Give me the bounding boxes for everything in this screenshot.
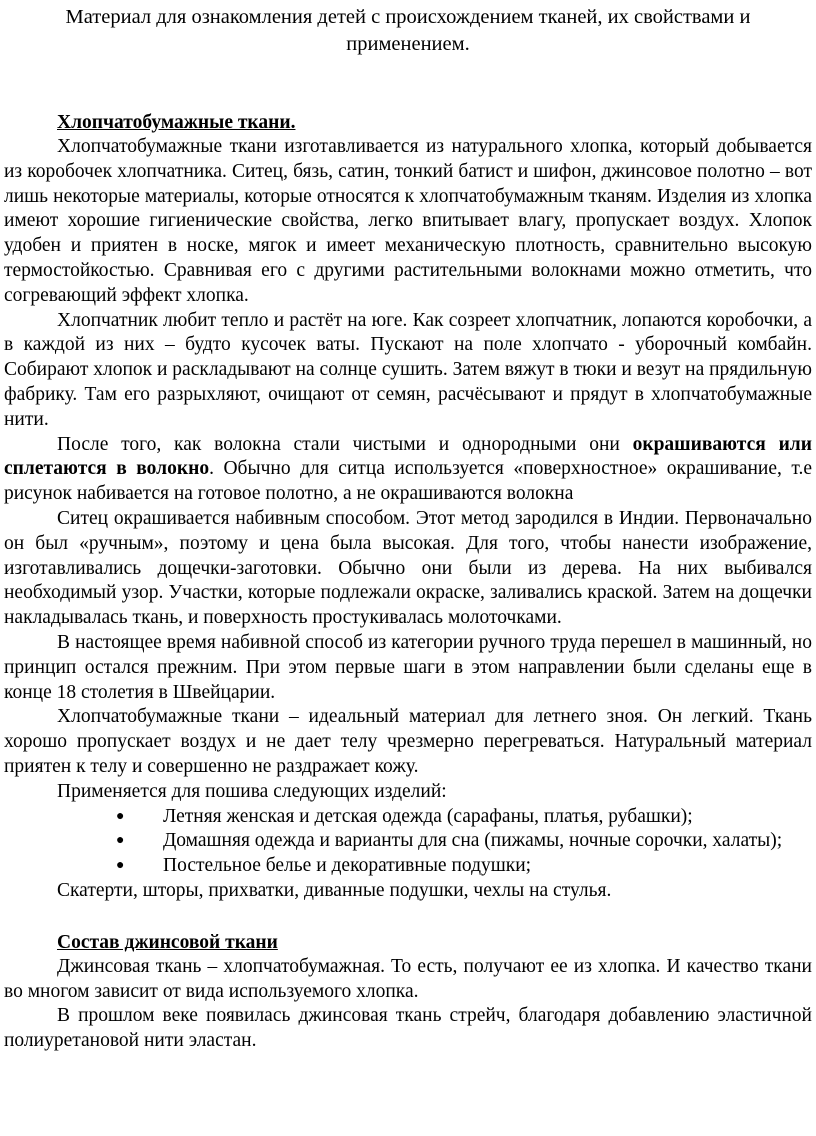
paragraph-cotton-growth: Хлопчатник любит тепло и растёт на юге. Как созреет хлопчатник, лопаются коробочки, а в каждой из них – будто кусочек ваты. Пускают на поле хлопчато - уборочный комбайн. Собирают хлопок и раскладывают на солнце сушить. Затем вяжут в тюки и везут на прядильную фабрику. Там его разрыхляют, очищают от семян, расчёсывают и прядут в хлопчатобумажные нити. <box>4 309 812 430</box>
paragraph-household-items: Скатерти, шторы, прихватки, диванные подушки, чехлы на стулья. <box>57 879 612 901</box>
paragraph-cotton-intro: Хлопчатобумажные ткани изготавливается из натурального хлопка, который добывается из коробочек хлопчатника. Ситец, бязь, сатин, тонкий батист и шифон, джинсовое полотно – вот лишь некоторые материалы, которые относятся к хлопчатобумажным тканям. Изделия из хлопка имеют хорошие гигиенические свойства, легко впитывает влагу, пропускает воздух. Хлопок удобен и приятен в носке, мягок и имеет механическую плотность, сравнительно высокую термостойкостью. Сравнивая его с другими растительными волокнами можно отметить, что согревающий эффект хлопка. <box>4 136 812 306</box>
list-item <box>4 829 812 854</box>
bullet-icon: ● <box>116 808 125 824</box>
dyeing-text-bold: окрашиваются или сплетаются в волокно <box>4 433 812 480</box>
paragraph-summer-material: Хлопчатобумажные ткани – идеальный материал для летнего зноя. Он легкий. Ткань хорошо пропускает воздух и не дает телу чрезмерно перегреваться. Натуральный материал приятен к телу и совершенно не раздражает кожу. <box>4 706 812 777</box>
paragraph-uses-intro: Применяется для пошива следующих изделий: <box>57 780 447 802</box>
uses-list <box>4 805 812 879</box>
list-item <box>4 805 812 830</box>
paragraph-cotton-dyeing <box>4 433 812 507</box>
dyeing-text-end: . Обычно для ситца используется «поверхностное» окрашивание, т.е рисунок набивается на готовое полотно, а не окрашиваются волокна <box>4 458 812 505</box>
section-heading-denim: Состав джинсовой ткани <box>57 931 278 953</box>
list-item-text: Домашняя одежда и варианты для сна (пижамы, ночные сорочки, халаты); <box>163 830 783 852</box>
section-heading-cotton: Хлопчатобумажные ткани. <box>57 112 296 133</box>
paragraph-denim-stretch: В прошлом веке появилась джинсовая ткань стрейч, благодаря добавлению эластичной полиуретановой нити эластан. <box>4 1005 812 1052</box>
paragraph-printing-today: В настоящее время набивной способ из категории ручного труда перешел в машинный, но принцип остался прежним. При этом первые шаги в этом направлении были сделаны еще в конце 18 столетия в Швейцарии. <box>4 631 812 703</box>
bullet-icon: ● <box>116 858 125 874</box>
list-item-text: Постельное белье и декоративные подушки; <box>163 855 532 877</box>
list-item <box>4 854 812 879</box>
dyeing-text-start: После того, как волокна стали чистыми и однородными они <box>57 433 633 455</box>
paragraph-denim-composition: Джинсовая ткань – хлопчатобумажная. То есть, получают ее из хлопка. И качество ткани во многом зависит от вида используемого хлопка. <box>4 955 812 1002</box>
document-title: Материал для ознакомления детей с происхождением тканей, их свойствами и применением. <box>65 6 751 55</box>
paragraph-chintz-printing: Ситец окрашивается набивным способом. Этот метод зародился в Индии. Первоначально он был «ручным», поэтому и цена была высокая. Для того, чтобы нанести изображение, изготавливались дощечки-заготовки. Обычно они были из дерева. На них выбивался необходимый узор. Участки, которые подлежали окраске, заливались краской. Затем на дощечки накладывалась ткань, и поверхность простукивалась молоточками. <box>4 507 812 629</box>
bullet-icon: ● <box>116 833 125 849</box>
list-item-text: Летняя женская и детская одежда (сарафаны, платья, рубашки); <box>163 805 693 827</box>
